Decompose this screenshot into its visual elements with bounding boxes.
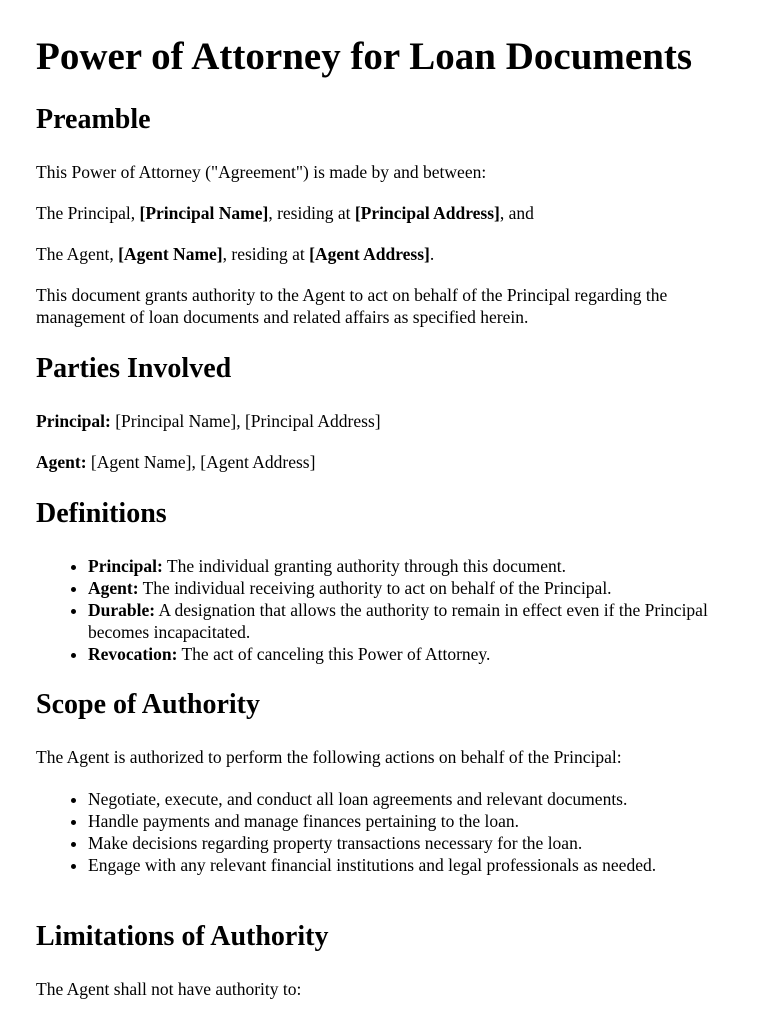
scope-item: • Negotiate, execute, and conduct all loan agreements and relevant documents.	[88, 788, 740, 810]
definition-term: Revocation:	[88, 644, 178, 664]
scope-item: • Handle payments and manage finances pertaining to the loan.	[88, 810, 740, 832]
definition-term: Durable:	[88, 600, 156, 620]
definition-text: The individual granting authority through this document.	[162, 556, 566, 576]
scope-section	[36, 688, 740, 876]
parties-agent-label: Agent:	[36, 452, 87, 472]
definitions-heading: Definitions	[36, 498, 167, 529]
definition-text: The individual receiving authority to act on behalf of the Principal.	[138, 578, 612, 598]
parties-heading: Parties Involved	[36, 353, 232, 384]
definition-term: Principal:	[88, 556, 163, 576]
agent-address-placeholder: [Agent Address]	[309, 244, 430, 264]
parties-principal-value: [Principal Name], [Principal Address]	[110, 411, 381, 431]
agent-name-placeholder: [Agent Name]	[118, 244, 223, 264]
preamble-section	[36, 103, 740, 328]
definition-text: The act of canceling this Power of Attorney.	[177, 644, 491, 664]
definition-item	[88, 555, 740, 577]
scope-list	[36, 788, 740, 876]
preamble-principal-line	[36, 202, 740, 224]
preamble-heading: Preamble	[36, 104, 151, 135]
definition-term: Agent:	[88, 578, 139, 598]
parties-agent-value: [Agent Name], [Agent Address]	[86, 452, 316, 472]
limitations-intro: The Agent shall not have authority to:	[36, 979, 302, 999]
principal-mid: , residing at	[268, 203, 355, 223]
scope-heading: Scope of Authority	[36, 689, 260, 720]
principal-address-placeholder: [Principal Address]	[354, 203, 500, 223]
definition-item	[88, 599, 740, 643]
scope-item: • Make decisions regarding property transactions necessary for the loan.	[88, 832, 740, 854]
definitions-section	[36, 497, 740, 665]
principal-prefix: The Principal,	[36, 203, 140, 223]
limitations-heading: Limitations of Authority	[36, 921, 329, 952]
principal-name-placeholder: [Principal Name]	[139, 203, 269, 223]
scope-intro: The Agent is authorized to perform the following actions on behalf of the Principal:	[36, 747, 622, 767]
parties-agent	[36, 451, 740, 473]
parties-section	[36, 352, 740, 473]
scope-item: • Engage with any relevant financial institutions and legal professionals as needed.	[88, 854, 740, 876]
definition-text: A designation that allows the authority to remain in effect even if the Principal becomes incapacitated.	[88, 600, 708, 642]
definition-item	[88, 643, 740, 665]
preamble-intro: This Power of Attorney ("Agreement") is made by and between:	[36, 162, 487, 182]
parties-principal-label: Principal:	[36, 411, 111, 431]
principal-suffix: , and	[499, 203, 534, 223]
definitions-list	[36, 555, 740, 665]
agent-prefix: The Agent,	[36, 244, 119, 264]
definition-item	[88, 577, 740, 599]
preamble-agent-line	[36, 243, 740, 265]
preamble-grant: This document grants authority to the Agent to act on behalf of the Principal regarding the management of loan documents and related affairs as specified herein.	[36, 285, 668, 327]
agent-suffix: .	[429, 244, 435, 264]
limitations-section	[36, 920, 740, 1000]
document-title: Power of Attorney for Loan Documents	[36, 35, 693, 78]
parties-principal	[36, 410, 740, 432]
agent-mid: , residing at	[222, 244, 310, 264]
